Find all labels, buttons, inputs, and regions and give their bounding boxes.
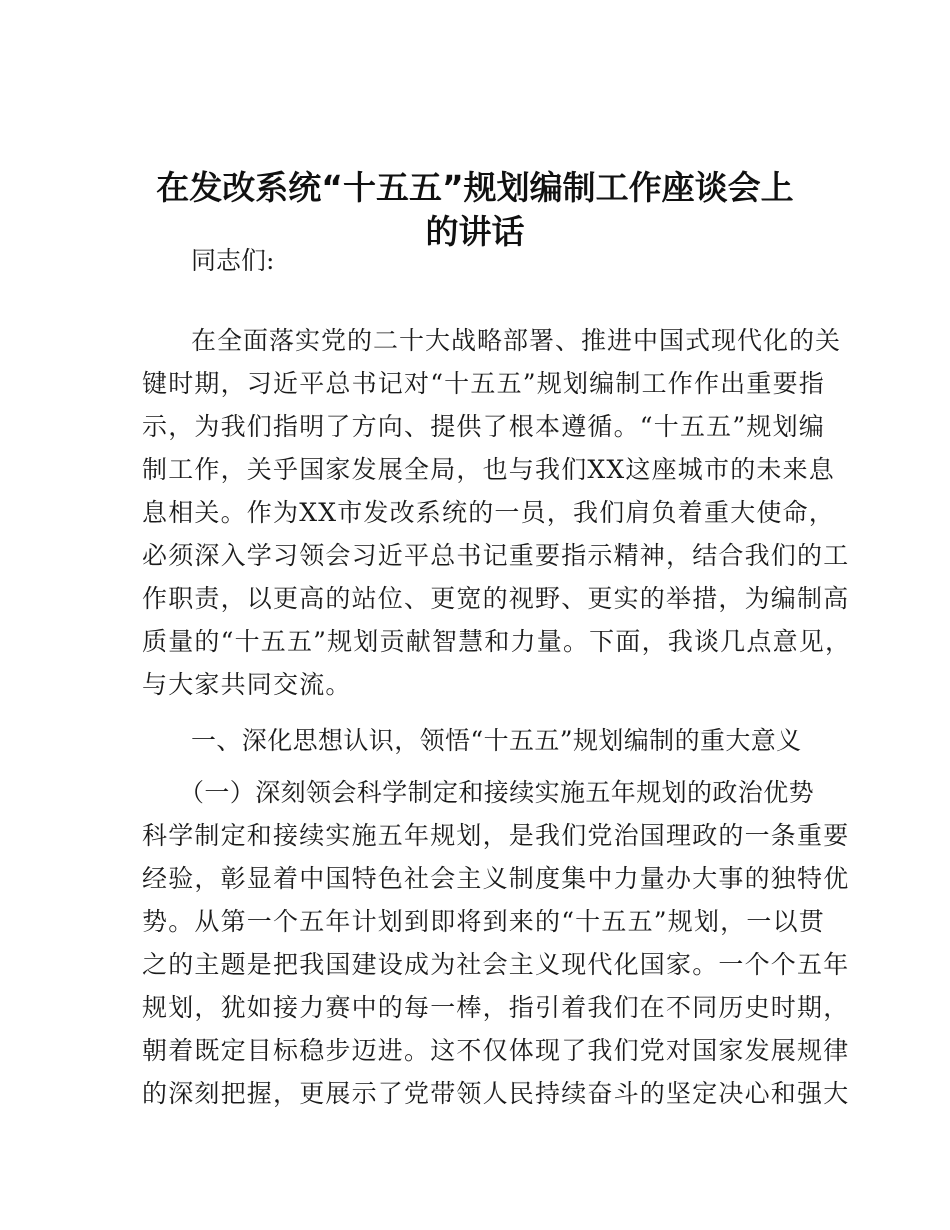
body-line-2: 经验，彰显着中国特色社会主义制度集中力量办大事的独特优 xyxy=(142,864,850,893)
body-line-7: 的深刻把握，更展示了党带领人民持续奋斗的坚定决心和强大 xyxy=(142,1079,850,1108)
body-line-4: 之的主题是把我国建设成为社会主义现代化国家。一个个五年 xyxy=(142,950,850,979)
section-heading-1: 一、深化思想认识，领悟“十五五”规划编制的重大意义 xyxy=(191,726,802,755)
intro-line-5: 息相关。作为XX市发改系统的一员，我们肩负着重大使命， xyxy=(142,498,835,527)
intro-line-9: 与大家共同交流。 xyxy=(142,670,352,699)
intro-line-8: 质量的“十五五”规划贡献智慧和力量。下面，我谈几点意见， xyxy=(142,627,852,656)
intro-line-4: 制工作，关乎国家发展全局，也与我们XX这座城市的未来息 xyxy=(142,455,835,484)
salutation: 同志们: xyxy=(191,246,275,275)
body-line-3: 势。从第一个五年计划到即将到来的“十五五”规划，一以贯 xyxy=(142,907,825,936)
intro-line-6: 必须深入学习领会习近平总书记重要指示精神，结合我们的工 xyxy=(142,541,850,570)
intro-line-7: 作职责，以更高的站位、更宽的视野、更实的举措，为编制高 xyxy=(142,584,850,613)
intro-line-1: 在全面落实党的二十大战略部署、推进中国式现代化的关 xyxy=(191,326,842,355)
body-line-5: 规划，犹如接力赛中的每一棒，指引着我们在不同历史时期， xyxy=(142,993,850,1022)
intro-line-3: 示，为我们指明了方向、提供了根本遵循。“十五五”规划编 xyxy=(142,412,825,441)
body-line-1: 科学制定和接续实施五年规划，是我们党治国理政的一条重要 xyxy=(142,821,850,850)
body-line-6: 朝着既定目标稳步迈进。这不仅体现了我们党对国家发展规律 xyxy=(142,1036,850,1065)
document-title-line-2: 的讲话 xyxy=(425,212,525,251)
intro-line-2: 键时期，习近平总书记对“十五五”规划编制工作作出重要指 xyxy=(142,369,825,398)
document-title-line-1: 在发改系统“十五五”规划编制工作座谈会上 xyxy=(156,168,794,207)
subsection-heading-1: （一）深刻领会科学制定和接续实施五年规划的政治优势 xyxy=(179,778,815,807)
